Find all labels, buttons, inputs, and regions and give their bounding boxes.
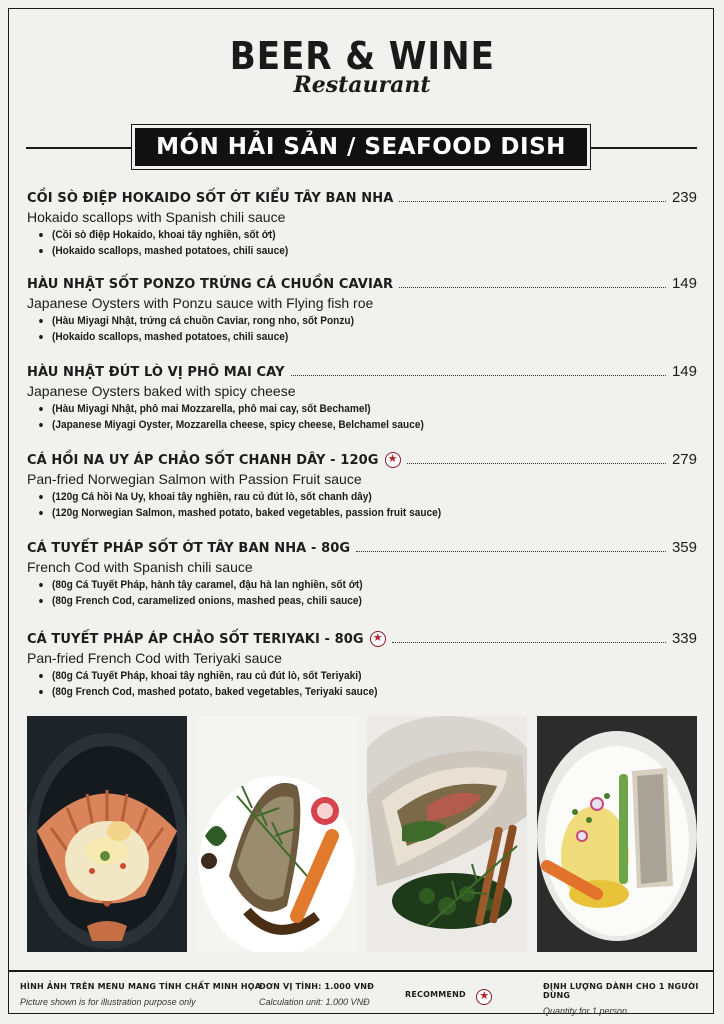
menu-item <box>27 272 697 345</box>
menu-item-header <box>27 627 697 647</box>
menu-item <box>27 627 697 700</box>
illustration-note-vi: HÌNH ẢNH TRÊN MENU MANG TÍNH CHẤT MINH HỌA <box>20 982 262 991</box>
menu-item-price: 149 <box>671 363 697 380</box>
section-title: MÓN HẢI SẢN / SEAFOOD DISH <box>135 128 587 166</box>
brand-subtitle: Restaurant <box>293 72 431 98</box>
menu-item <box>27 536 697 609</box>
footer-illustration-note <box>20 982 261 1007</box>
menu-item-name-vi: CÁ TUYẾT PHÁP SỐT ỚT TÂY BAN NHA - 80G <box>27 541 351 556</box>
ingredient-list <box>27 489 697 521</box>
menu-item-header <box>27 272 697 292</box>
menu-item-price: 149 <box>671 275 697 292</box>
dot-leader <box>399 201 666 202</box>
quantity-note-en: Quantity for 1 person <box>543 1006 628 1016</box>
menu-item-header <box>27 536 697 556</box>
unit-note-vi: ĐƠN VỊ TÍNH: 1.000 VNĐ <box>259 982 375 991</box>
footer-unit-note <box>259 982 374 1007</box>
dot-leader <box>356 551 666 552</box>
footer-rule-top <box>8 970 714 972</box>
menu-item-name-vi: HÀU NHẬT ĐÚT LÒ VỊ PHÔ MAI CAY <box>27 365 285 380</box>
menu-item-header <box>27 186 697 206</box>
oyster-dish-photo <box>367 716 527 952</box>
footer-recommend-legend <box>405 984 492 1005</box>
menu-item-price: 279 <box>671 451 697 468</box>
ingredient-list <box>27 668 697 700</box>
ingredient-note: (80g French Cod, caramelized onions, mashed peas, chili sauce) <box>52 593 645 609</box>
recommend-star-icon: ★ <box>385 452 401 468</box>
ingredient-note: (120g Cá hồi Na Uy, khoai tây nghiền, rau củ đút lò, sốt chanh dây) <box>52 489 645 505</box>
title-rule-right <box>591 147 697 149</box>
recommend-star-icon: ★ <box>370 631 386 647</box>
illustration-note-en: Picture shown is for illustration purpose only <box>20 997 196 1007</box>
restaurant-logo <box>0 36 724 96</box>
ingredient-note: (Hokaido scallops, mashed potatoes, chili sauce) <box>52 329 645 345</box>
menu-item <box>27 360 697 433</box>
menu-item-name-vi: CỒI SÒ ĐIỆP HOKAIDO SỐT ỚT KIỂU TÂY BAN NHA <box>27 191 394 206</box>
ingredient-list <box>27 401 697 433</box>
menu-item-price: 359 <box>671 539 697 556</box>
scallop-dish-photo <box>27 716 187 952</box>
recommend-star-icon: ★ <box>476 989 492 1005</box>
menu-item-name-en: Hokaido scallops with Spanish chili sauce <box>27 209 286 225</box>
salmon-dish-photo <box>537 716 697 952</box>
ingredient-list <box>27 577 697 609</box>
menu-item-name-vi: CÁ HỒI NA UY ÁP CHẢO SỐT CHANH DÂY - 120G <box>27 453 379 468</box>
dot-leader <box>399 287 666 288</box>
dot-leader <box>407 463 666 464</box>
menu-item-name-en: Japanese Oysters baked with spicy cheese <box>27 383 296 399</box>
menu-item <box>27 448 697 521</box>
menu-item-price: 239 <box>671 189 697 206</box>
ingredient-note: (80g Cá Tuyết Pháp, khoai tây nghiền, rau củ đút lò, sốt Teriyaki) <box>52 668 645 684</box>
ingredient-list <box>27 227 697 259</box>
menu-item-name-vi: HÀU NHẬT SỐT PONZO TRỨNG CÁ CHUỒN CAVIAR <box>27 277 394 292</box>
menu-item <box>27 186 697 259</box>
menu-item-price: 339 <box>671 630 697 647</box>
section-title-box <box>131 124 591 170</box>
unit-note-en: Calculation unit: 1.000 VNĐ <box>259 997 370 1007</box>
dot-leader <box>392 642 666 643</box>
ingredient-note: (Cồi sò điệp Hokaido, khoai tây nghiền, sốt ớt) <box>52 227 645 243</box>
ingredient-list <box>27 313 697 345</box>
footer-quantity-note <box>543 982 724 1016</box>
menu-item-name-vi: CÁ TUYẾT PHÁP ÁP CHẢO SỐT TERIYAKI - 80G <box>27 632 364 647</box>
ingredient-note: (80g Cá Tuyết Pháp, hành tây caramel, đậu hà lan nghiền, sốt ớt) <box>52 577 645 593</box>
ingredient-note: (120g Norwegian Salmon, mashed potato, baked vegetables, passion fruit sauce) <box>52 505 645 521</box>
ingredient-note: (Hàu Miyagi Nhật, trứng cá chuồn Caviar, rong nho, sốt Ponzu) <box>52 313 645 329</box>
menu-item-name-en: Pan-fried French Cod with Teriyaki sauce <box>27 650 282 666</box>
menu-item-name-en: French Cod with Spanish chili sauce <box>27 559 253 575</box>
quantity-note-vi: ĐỊNH LƯỢNG DÀNH CHO 1 NGƯỜI DÙNG <box>543 982 699 1000</box>
menu-item-header <box>27 360 697 380</box>
cod-dish-photo <box>197 716 358 952</box>
menu-item-name-en: Japanese Oysters with Ponzu sauce with Flying fish roe <box>27 295 374 311</box>
ingredient-note: (80g French Cod, mashed potato, baked vegetables, Teriyaki sauce) <box>52 684 645 700</box>
dot-leader <box>291 375 666 376</box>
menu-item-header <box>27 448 697 468</box>
ingredient-note: (Hokaido scallops, mashed potatoes, chili sauce) <box>52 243 645 259</box>
brand-name: BEER & WINE <box>229 34 495 78</box>
recommend-label: RECOMMEND <box>405 990 466 999</box>
title-rule-left <box>26 147 131 149</box>
ingredient-note: (Hàu Miyagi Nhật, phô mai Mozzarella, phô mai cay, sốt Bechamel) <box>52 401 645 417</box>
menu-item-name-en: Pan-fried Norwegian Salmon with Passion Fruit sauce <box>27 471 362 487</box>
ingredient-note: (Japanese Miyagi Oyster, Mozzarella cheese, spicy cheese, Belchamel sauce) <box>52 417 645 433</box>
